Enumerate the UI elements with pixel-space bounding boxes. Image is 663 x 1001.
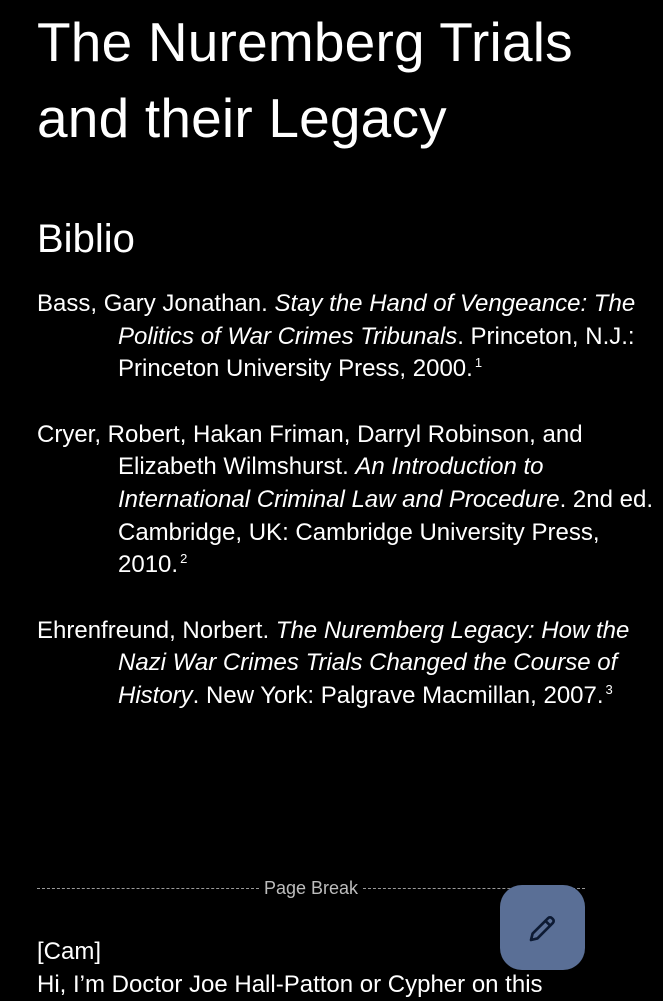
entry-author: Ehrenfreund, Norbert. [37,616,276,644]
bibliography-list [37,288,653,713]
entry-author: Bass, Gary Jonathan. [37,290,275,317]
footnote-marker[interactable]: 2 [180,551,188,567]
document-content [37,0,653,746]
section-heading: Biblio [37,217,135,261]
entry-author: Cryer, Robert, Hakan Friman, Darryl Robinson, and Elizabeth Wilmshurst. [37,420,583,481]
bibliography-entry [37,615,663,713]
pencil-icon [527,912,559,944]
entry-publication: . New York: Palgrave Macmillan, 2007. [192,681,604,709]
entry-publication: . Princeton, N.J.: Princeton University Press, 2000. [118,322,635,383]
entry-title: The Nuremberg Legacy: How the Nazi War Crimes Trials Changed the Course of History [118,616,630,709]
page-break-line-left [37,888,259,889]
bibliography-entry [37,288,663,386]
entry-title: An Introduction to International Criminal Law and Procedure [118,453,560,513]
entry-publication: . 2nd ed. Cambridge, UK: Cambridge University Press, 2010. [118,485,653,579]
bibliography-entry [37,419,663,582]
entry-title: Stay the Hand of Vengeance: The Politics of War Crimes Tribunals [118,290,636,350]
footnote-marker[interactable]: 3 [605,681,613,697]
footnote-marker[interactable]: 1 [474,355,483,371]
body-line: Hi, I’m Doctor Joe Hall-Patton or Cypher on this [37,971,543,998]
edit-button[interactable] [500,885,585,970]
page-break-label: Page Break [263,877,359,898]
document-title: The Nuremberg Trials and their Legacy [37,11,573,149]
body-line: [Cam] [37,938,102,965]
